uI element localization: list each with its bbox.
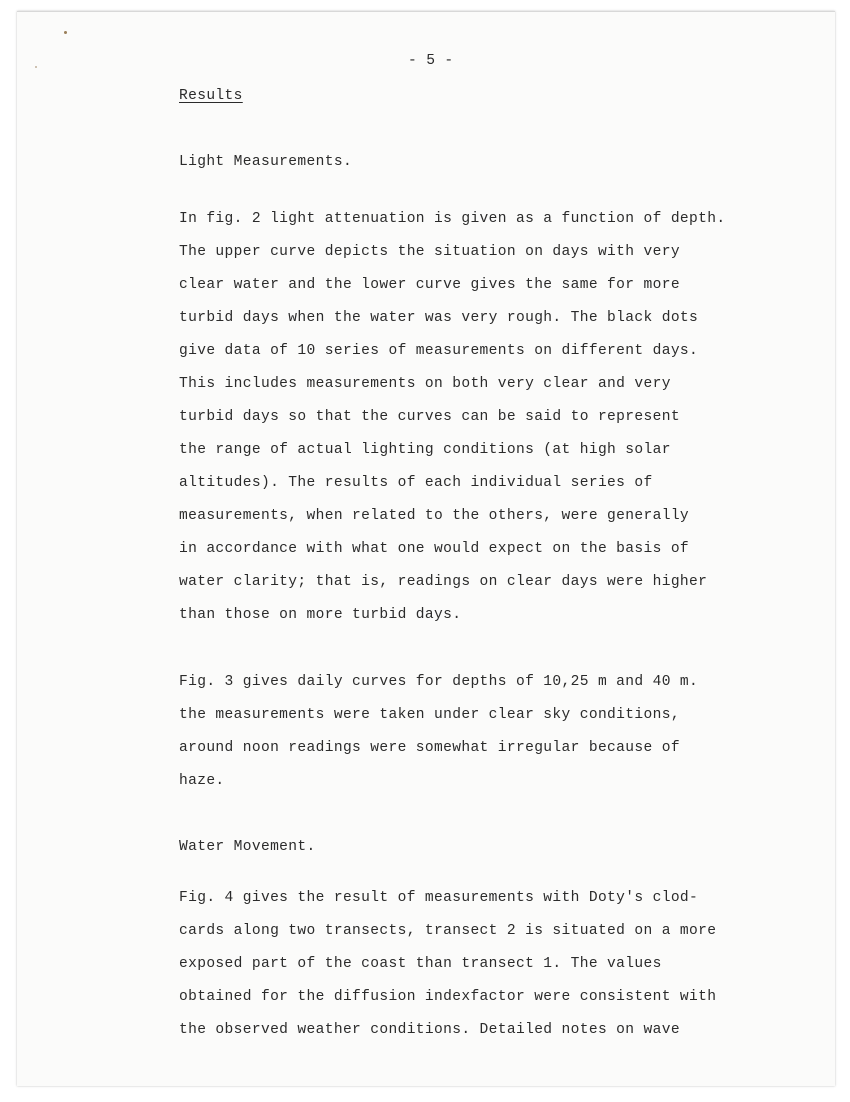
text-line: the observed weather conditions. Detailed notes on wave <box>179 1022 680 1038</box>
text-line: cards along two transects, transect 2 is situated on a more <box>179 923 717 939</box>
text-line: the range of actual lighting conditions (at high solar <box>179 442 671 458</box>
text-line: turbid days when the water was very rough. The black dots <box>179 310 699 326</box>
text-line: clear water and the lower curve gives the same for more <box>179 277 680 293</box>
text-line: around noon readings were somewhat irregular because of <box>179 740 680 756</box>
text-line: altitudes). The results of each individual series of <box>179 475 653 491</box>
text-line: obtained for the diffusion indexfactor were consistent with <box>179 989 717 1005</box>
text-line: Fig. 3 gives daily curves for depths of 10,25 m and 40 m. <box>179 674 699 690</box>
text-line: than those on more turbid days. <box>179 607 462 623</box>
light-paragraph-1 <box>179 203 725 632</box>
text-line: measurements, when related to the others, were generally <box>179 508 690 524</box>
light-measurements-heading: Light Measurements. <box>179 154 353 170</box>
text-line: haze. <box>179 773 225 789</box>
text-line: in accordance with what one would expect on the basis of <box>179 541 690 557</box>
water-paragraph-1 <box>179 882 716 1047</box>
text-line: turbid days so that the curves can be said to represent <box>179 409 680 425</box>
text-line: exposed part of the coast than transect 1. The values <box>179 956 662 972</box>
text-line: water clarity; that is, readings on clear days were higher <box>179 574 708 590</box>
light-paragraph-2 <box>179 666 698 798</box>
paper-speck <box>64 31 67 34</box>
paper-speck <box>35 66 37 68</box>
text-line: the measurements were taken under clear sky conditions, <box>179 707 680 723</box>
text-line: In fig. 2 light attenuation is given as a function of depth. <box>179 211 726 227</box>
text-line: The upper curve depicts the situation on days with very <box>179 244 680 260</box>
results-heading: Results <box>179 88 243 104</box>
text-line: Fig. 4 gives the result of measurements with Doty's clod- <box>179 890 699 906</box>
text-line: give data of 10 series of measurements on different days. <box>179 343 699 359</box>
page-number: - 5 - <box>408 53 454 69</box>
water-movement-heading: Water Movement. <box>179 839 316 855</box>
text-line: This includes measurements on both very clear and very <box>179 376 671 392</box>
